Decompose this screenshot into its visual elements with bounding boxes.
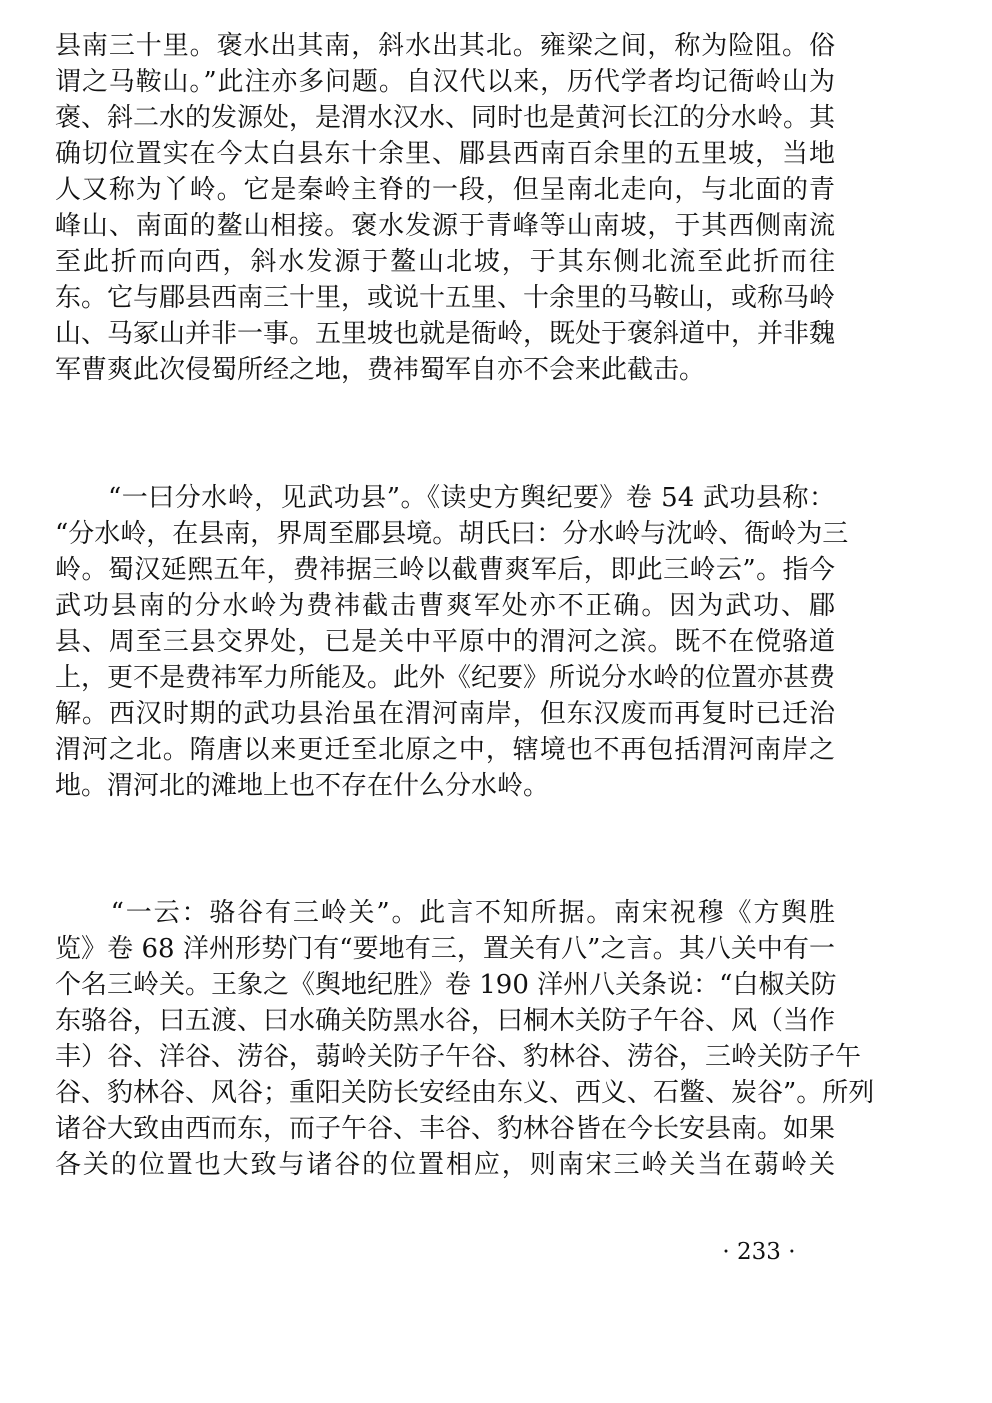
text-line: 岭。蜀汉延熙五年，费祎据三岭以截曹爽军后，即此三岭云”。指今 [55,555,835,585]
text-line: 谓之马鞍山。”此注亦多问题。自汉代以来，历代学者均记衙岭山为 [55,67,835,97]
text-line: 渭河之北。隋唐以来更迁至北原之中，辖境也不再包括渭河南岸之 [55,735,835,765]
text-line: “一云：骆谷有三岭关”。此言不知所据。南宋祝穆《方舆胜 [55,898,835,928]
text-line: 上，更不是费祎军力所能及。此外《纪要》所说分水岭的位置亦甚费 [55,663,836,693]
text-line: 东。它与郿县西南三十里，或说十五里、十余里的马鞍山，或称马岭 [55,283,836,313]
text-line: 军曹爽此次侵蜀所经之地，费祎蜀军自亦不会来此截击。 [55,355,706,385]
paragraph-3 [55,895,875,1183]
text-line: 个名三岭关。王象之《舆地纪胜》卷 190 洋州八关条说：“白椒关防 [55,970,837,1000]
text-line: 谷、豹林谷、风谷；重阳关防长安经由东义、西义、石鳖、炭谷”。所列 [55,1078,875,1108]
text-line: 诸谷大致由西而东，而子午谷、丰谷、豹林谷皆在今长安县南。如果 [55,1114,836,1144]
paragraph-1 [55,28,835,388]
text-line: 褒、斜二水的发源处，是渭水汉水、同时也是黄河长江的分水岭。其 [55,103,836,133]
text-line: 峰山、南面的鳌山相接。褒水发源于青峰等山南坡，于其西侧南流 [55,211,835,241]
text-line: 县南三十里。褒水出其南，斜水出其北。雍梁之间，称为险阻。俗 [55,31,835,61]
text-line: 确切位置实在今太白县东十余里、郿县西南百余里的五里坡，当地 [55,139,835,169]
text-line: 丰）谷、洋谷、涝谷，蒻岭关防子午谷、豹林谷、涝谷，三岭关防子午 [55,1042,862,1072]
text-line: 东骆谷，曰五渡、曰水确关防黑水谷，曰桐木关防子午谷、风（当作 [55,1006,836,1036]
text-line: 各关的位置也大致与诸谷的位置相应，则南宋三岭关当在蒻岭关 [55,1150,835,1180]
paragraph-2 [55,480,849,804]
text-line: 览》卷 68 洋州形势门有“要地有三，置关有八”之言。其八关中有一 [55,934,835,964]
text-line: “分水岭，在县南，界周至郿县境。胡氏曰：分水岭与沈岭、衙岭为三 [55,519,849,549]
text-line: 武功县南的分水岭为费祎截击曹爽军处亦不正确。因为武功、郿 [55,591,835,621]
page-number: · 233 · [722,1239,796,1265]
text-line: 解。西汉时期的武功县治虽在渭河南岸，但东汉废而再复时已迁治 [55,699,835,729]
text-line: 县、周至三县交界处，已是关中平原中的渭河之滨。既不在傥骆道 [55,627,835,657]
text-line: 地。渭河北的滩地上也不存在什么分水岭。 [55,771,550,801]
text-line: 至此折而向西，斜水发源于鳌山北坡，于其东侧北流至此折而往 [55,247,835,277]
text-line: “一曰分水岭，见武功县”。《读史方舆纪要》卷 54 武功县称： [55,483,835,513]
text-line: 山、马冢山并非一事。五里坡也就是衙岭，既处于褒斜道中，并非魏 [55,319,836,349]
text-line: 人又称为丫岭。它是秦岭主脊的一段，但呈南北走向，与北面的青 [55,175,835,205]
